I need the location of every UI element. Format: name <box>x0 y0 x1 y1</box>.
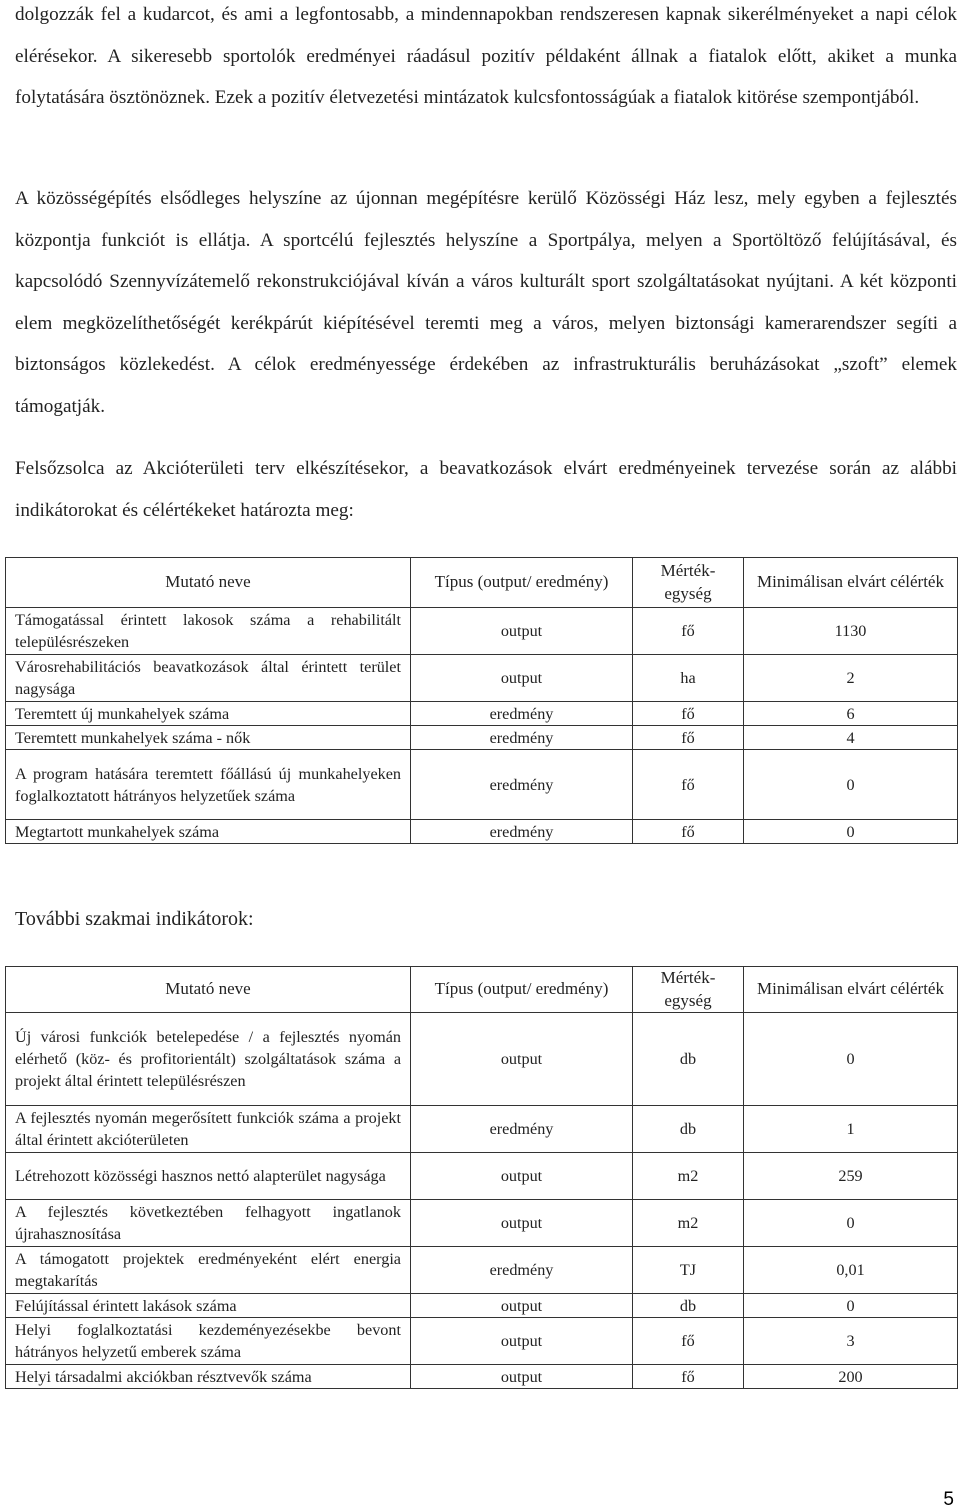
table-row <box>6 608 958 655</box>
indicator-unit: db <box>633 1294 744 1318</box>
table-row <box>6 1318 958 1365</box>
header-target: Minimálisan elvárt célérték <box>744 967 958 1013</box>
indicator-name: A támogatott projektek eredményeként elért energia megtakarítás <box>6 1247 411 1294</box>
indicator-type: eredmény <box>411 1106 633 1153</box>
indicator-target: 259 <box>744 1153 958 1200</box>
page-number: 5 <box>943 1489 954 1510</box>
table-header-row <box>6 558 958 608</box>
table-row <box>6 1365 958 1389</box>
indicator-target: 3 <box>744 1318 958 1365</box>
indicator-unit: db <box>633 1013 744 1106</box>
header-indicator-name: Mutató neve <box>6 967 411 1013</box>
indicator-unit: fő <box>633 820 744 844</box>
table-header-row <box>6 967 958 1013</box>
indicator-unit: m2 <box>633 1153 744 1200</box>
table-row <box>6 1153 958 1200</box>
indicator-name: A fejlesztés következtében felhagyott ingatlanok újrahasznosítása <box>6 1200 411 1247</box>
indicator-name: Helyi társadalmi akciókban résztvevők száma <box>6 1365 411 1389</box>
indicator-unit: fő <box>633 702 744 726</box>
indicator-type: eredmény <box>411 750 633 820</box>
indicator-table-additional <box>5 966 958 1389</box>
indicator-unit: ha <box>633 655 744 702</box>
table-row <box>6 726 958 750</box>
indicator-type: eredmény <box>411 702 633 726</box>
header-type: Típus (output/ eredmény) <box>411 558 633 608</box>
table-row <box>6 820 958 844</box>
table-row <box>6 655 958 702</box>
indicator-unit: m2 <box>633 1200 744 1247</box>
indicator-unit: fő <box>633 1365 744 1389</box>
table-row <box>6 1106 958 1153</box>
indicator-type: output <box>411 1013 633 1106</box>
indicator-target: 4 <box>744 726 958 750</box>
header-unit: Mérték-egység <box>633 558 744 608</box>
section-heading: További szakmai indikátorok: <box>15 908 254 930</box>
header-target: Minimálisan elvárt célérték <box>744 558 958 608</box>
indicator-type: output <box>411 1200 633 1247</box>
paragraph-indicators-intro: Felsőzsolca az Akcióterületi terv elkészítésekor, a beavatkozások elvárt eredményeinek tervezése során az alábbi indikátorokat és célértékeket határozta meg: <box>15 458 957 521</box>
indicator-type: output <box>411 1365 633 1389</box>
table-row <box>6 1247 958 1294</box>
indicator-type: output <box>411 608 633 655</box>
indicator-table-main <box>5 557 958 844</box>
indicator-target: 0 <box>744 750 958 820</box>
indicator-type: eredmény <box>411 1247 633 1294</box>
header-indicator-name: Mutató neve <box>6 558 411 608</box>
indicator-target: 2 <box>744 655 958 702</box>
indicator-type: eredmény <box>411 820 633 844</box>
indicator-type: output <box>411 1294 633 1318</box>
indicator-name: Városrehabilitációs beavatkozások által érintett terület nagysága <box>6 655 411 702</box>
indicator-name: Teremtett új munkahelyek száma <box>6 702 411 726</box>
table-row <box>6 702 958 726</box>
indicator-unit: fő <box>633 608 744 655</box>
indicator-name: Felújítással érintett lakások száma <box>6 1294 411 1318</box>
indicator-unit: TJ <box>633 1247 744 1294</box>
indicator-target: 1 <box>744 1106 958 1153</box>
table-row <box>6 750 958 820</box>
indicator-type: output <box>411 1153 633 1200</box>
indicator-target: 6 <box>744 702 958 726</box>
indicator-name: A fejlesztés nyomán megerősített funkciók száma a projekt által érintett akcióterületen <box>6 1106 411 1153</box>
indicator-target: 1130 <box>744 608 958 655</box>
indicator-name: Támogatással érintett lakosok száma a rehabilitált településrészeken <box>6 608 411 655</box>
indicator-name: Létrehozott közösségi hasznos nettó alapterület nagysága <box>6 1153 411 1200</box>
indicator-unit: fő <box>633 750 744 820</box>
indicator-target: 0 <box>744 1200 958 1247</box>
header-unit: Mérték-egység <box>633 967 744 1013</box>
indicator-name: A program hatására teremtett főállású új munkahelyeken foglalkoztatott hátrányos helyzetűek száma <box>6 750 411 820</box>
indicator-name: Megtartott munkahelyek száma <box>6 820 411 844</box>
indicator-name: Új városi funkciók betelepedése / a fejlesztés nyomán elérhető (köz- és profitorientált) szolgáltatások száma a projekt által érintett településrészen <box>6 1013 411 1106</box>
indicator-target: 0 <box>744 1013 958 1106</box>
paragraph-community: A közösségépítés elsődleges helyszíne az újonnan megépítésre kerülő Közösségi Ház lesz, mely egyben a fejlesztés központja funkciót is ellátja. A sportcélú fejlesztés helyszíne a Sportpálya, melyen a Sportöltöző felújításával, és kapcsolódó Szennyvízátemelő rekonstrukciójával kíván a város kulturált sport szolgáltatásokat nyújtani. A két központi elem megközelíthetőségét kerékpárút kiépítésével teremti meg a város, melyen biztonsági kamerarendszer segíti a biztonságos közlekedést. A célok eredményessége érdekében az infrastrukturális beruházásokat „szoft” elemek támogatják. <box>15 188 957 417</box>
table-row <box>6 1200 958 1247</box>
indicator-unit: fő <box>633 726 744 750</box>
indicator-type: output <box>411 1318 633 1365</box>
indicator-unit: db <box>633 1106 744 1153</box>
header-type: Típus (output/ eredmény) <box>411 967 633 1013</box>
indicator-type: eredmény <box>411 726 633 750</box>
indicator-target: 0 <box>744 1294 958 1318</box>
indicator-name: Teremtett munkahelyek száma - nők <box>6 726 411 750</box>
indicator-target: 0,01 <box>744 1247 958 1294</box>
paragraph-intro: dolgozzák fel a kudarcot, és ami a legfontosabb, a mindennapokban rendszeresen kapnak sikerélményeket a napi célok elérésekor. A sikeresebb sportolók eredményei ráadásul pozitív példaként állnak a fiatalok előtt, akiket a munka folytatására ösztönöznek. Ezek a pozitív életvezetési mintázatok kulcsfontosságúak a fiatalok kitörése szempontjából. <box>15 4 957 108</box>
indicator-target: 0 <box>744 820 958 844</box>
table-row <box>6 1294 958 1318</box>
indicator-name: Helyi foglalkoztatási kezdeményezésekbe bevont hátrányos helyzetű emberek száma <box>6 1318 411 1365</box>
table-row <box>6 1013 958 1106</box>
indicator-type: output <box>411 655 633 702</box>
indicator-unit: fő <box>633 1318 744 1365</box>
indicator-target: 200 <box>744 1365 958 1389</box>
